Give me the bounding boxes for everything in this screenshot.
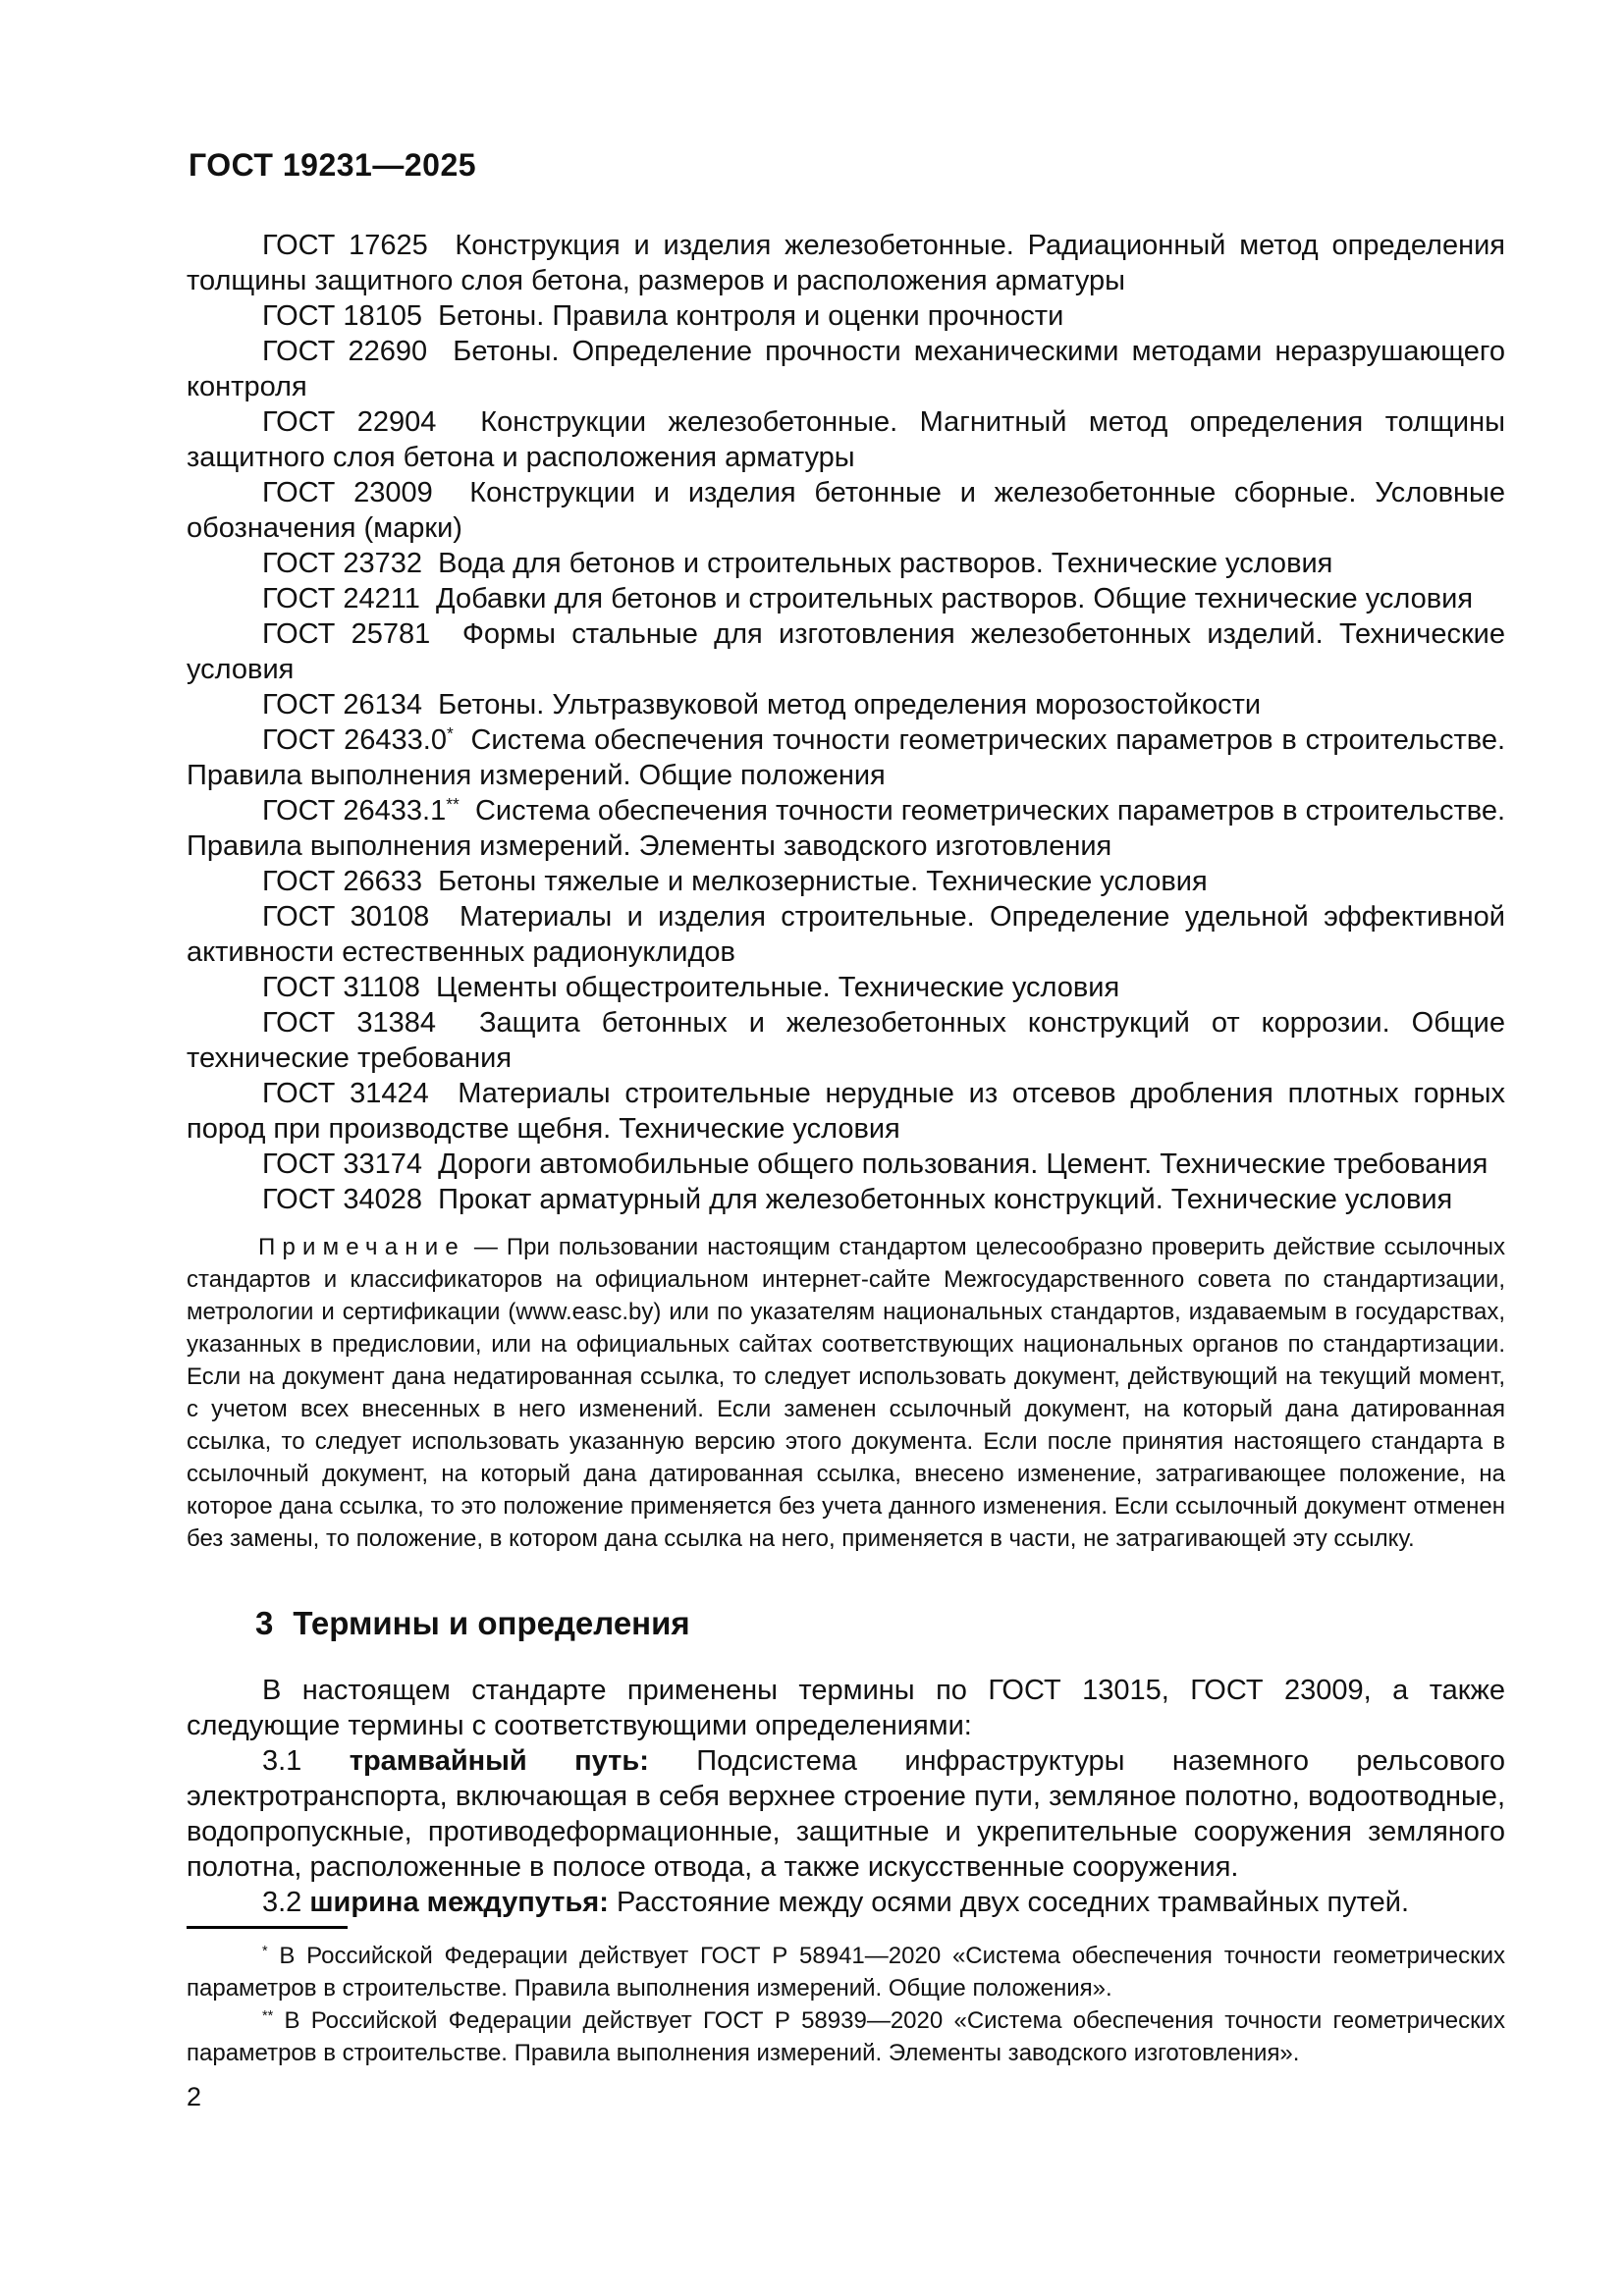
page-content (187, 228, 1505, 1920)
section-title: Термины и определения (293, 1605, 690, 1641)
reference-item: ГОСТ 31108 Цементы общестроительные. Технические условия (262, 972, 1120, 1003)
term-name: ширина междупутья: (309, 1887, 609, 1918)
footnote-2-marker: ** (262, 2008, 274, 2025)
page-number: 2 (187, 2082, 202, 2111)
note-body: При пользовании настоящим стандартом целесообразно проверить действие ссылочных стандартов и классификаторов на официальном интернет-сайте Межгосударственного совета по стандартизации, метрологии и сертификации (www.easc.by) или по указателям национальных стандартов, издаваемым в государствах, указанных в предисловии, или на официальных сайтах соответствующих национальных органов по стандартизации. Если на документ дана недатированная ссылка, то следует использовать документ, действующий на текущий момент, с учетом всех внесенных в него изменений. Если заменен ссылочный документ, на который дана датированная ссылка, то следует использовать указанную версию этого документа. Если после принятия настоящего стандарта в ссылочный документ, на который дана датированная ссылка, внесено изменение, затрагивающее положение, на которое дана ссылка, то это положение применяется без учета данного изменения. Если ссылочный документ отменен без замены, то положение, в котором дана ссылка на него, применяется в части, не затрагивающей эту ссылку. (187, 1234, 1506, 1552)
footnote-divider (187, 1926, 348, 1929)
footnote-area (187, 1926, 1505, 2111)
reference-item: ГОСТ 22690 Бетоны. Определение прочности механическими методами неразрушающего контроля (187, 336, 1505, 402)
term-number: 3.2 (262, 1887, 302, 1918)
term-name: трамвайный путь: (349, 1745, 649, 1777)
reference-item: ГОСТ 17625 Конструкция и изделия железобетонные. Радиационный метод определения толщины защитного слоя бетона, размеров и расположения арматуры (187, 230, 1505, 296)
reference-item: ГОСТ 24211 Добавки для бетонов и строительных растворов. Общие технические условия (262, 583, 1474, 614)
footnote-2-text: В Российской Федерации действует ГОСТ Р 58939—2020 «Система обеспечения точности геометрических параметров в строительстве. Правила выполнения измерений. Элементы заводского изготовления». (187, 2007, 1505, 2066)
term-number: 3.1 (262, 1745, 302, 1777)
note-dash: — (473, 1234, 498, 1260)
references-list (187, 228, 1505, 1217)
term-definition-text: Подсистема инфраструктуры наземного рельсового электротранспорта, включающая в себя верхнее строение пути, земляное полотно, водоотводные, водопропускные, противодеформационные, защитные и укрепительные сооружения земляного полотна, расположенные в полосе отвода, а также искусственные сооружения. (187, 1745, 1505, 1883)
reference-footnote-marker: * (447, 723, 454, 744)
reference-item: ГОСТ 31384 Защита бетонных и железобетонных конструкций от коррозии. Общие технические требования (187, 1007, 1505, 1074)
note-paragraph (187, 1231, 1505, 1555)
footnote-1 (187, 1940, 1505, 2004)
term-definition-3-2 (187, 1885, 1505, 1920)
reference-item: ГОСТ 25781 Формы стальные для изготовления железобетонных изделий. Технические условия (187, 618, 1505, 685)
footnote-1-marker: * (262, 1944, 268, 1960)
reference-item: ГОСТ 23009 Конструкции и изделия бетонные и железобетонные сборные. Условные обозначения (марки) (187, 477, 1505, 544)
term-definition-text: Расстояние между осями двух соседних трамвайных путей. (616, 1887, 1410, 1918)
section-heading (187, 1604, 1505, 1643)
footnote-1-text: В Российской Федерации действует ГОСТ Р 58941—2020 «Система обеспечения точности геометрических параметров в строительстве. Правила выполнения измерений. Общие положения». (187, 1943, 1505, 2002)
reference-item: ГОСТ 26134 Бетоны. Ультразвуковой метод определения морозостойкости (262, 689, 1262, 721)
footnote-2 (187, 2004, 1505, 2069)
reference-item: ГОСТ 31424 Материалы строительные нерудные из отсевов дробления плотных горных пород при производстве щебня. Технические условия (187, 1078, 1505, 1145)
reference-item: ГОСТ 26633 Бетоны тяжелые и мелкозернистые. Технические условия (262, 866, 1208, 897)
reference-item: ГОСТ 22904 Конструкции железобетонные. Магнитный метод определения толщины защитного слоя бетона и расположения арматуры (187, 406, 1505, 473)
note-label: Примечание (258, 1234, 465, 1260)
section-number: 3 (255, 1605, 274, 1641)
reference-item: ГОСТ 30108 Материалы и изделия строительные. Определение удельной эффективной активности естественных радионуклидов (187, 901, 1505, 968)
reference-item: ГОСТ 26433.1** Система обеспечения точности геометрических параметров в строительстве. Правила выполнения измерений. Элементы заводского изготовления (187, 794, 1506, 862)
term-definition-3-1 (187, 1743, 1505, 1885)
reference-footnote-marker: ** (446, 794, 460, 815)
reference-item: ГОСТ 34028 Прокат арматурный для железобетонных конструкций. Технические условия (262, 1184, 1453, 1215)
reference-item: ГОСТ 18105 Бетоны. Правила контроля и оценки прочности (262, 300, 1064, 332)
reference-item: ГОСТ 26433.0* Система обеспечения точности геометрических параметров в строительстве. Правила выполнения измерений. Общие положения (187, 723, 1506, 791)
reference-item: ГОСТ 23732 Вода для бетонов и строительных растворов. Технические условия (262, 548, 1333, 579)
terms-intro-paragraph: В настоящем стандарте применены термины по ГОСТ 13015, ГОСТ 23009, а также следующие термины с соответствующими определениями: (187, 1675, 1505, 1741)
reference-item: ГОСТ 33174 Дороги автомобильные общего пользования. Цемент. Технические требования (262, 1148, 1489, 1180)
document-code-header: ГОСТ 19231—2025 (189, 147, 477, 183)
